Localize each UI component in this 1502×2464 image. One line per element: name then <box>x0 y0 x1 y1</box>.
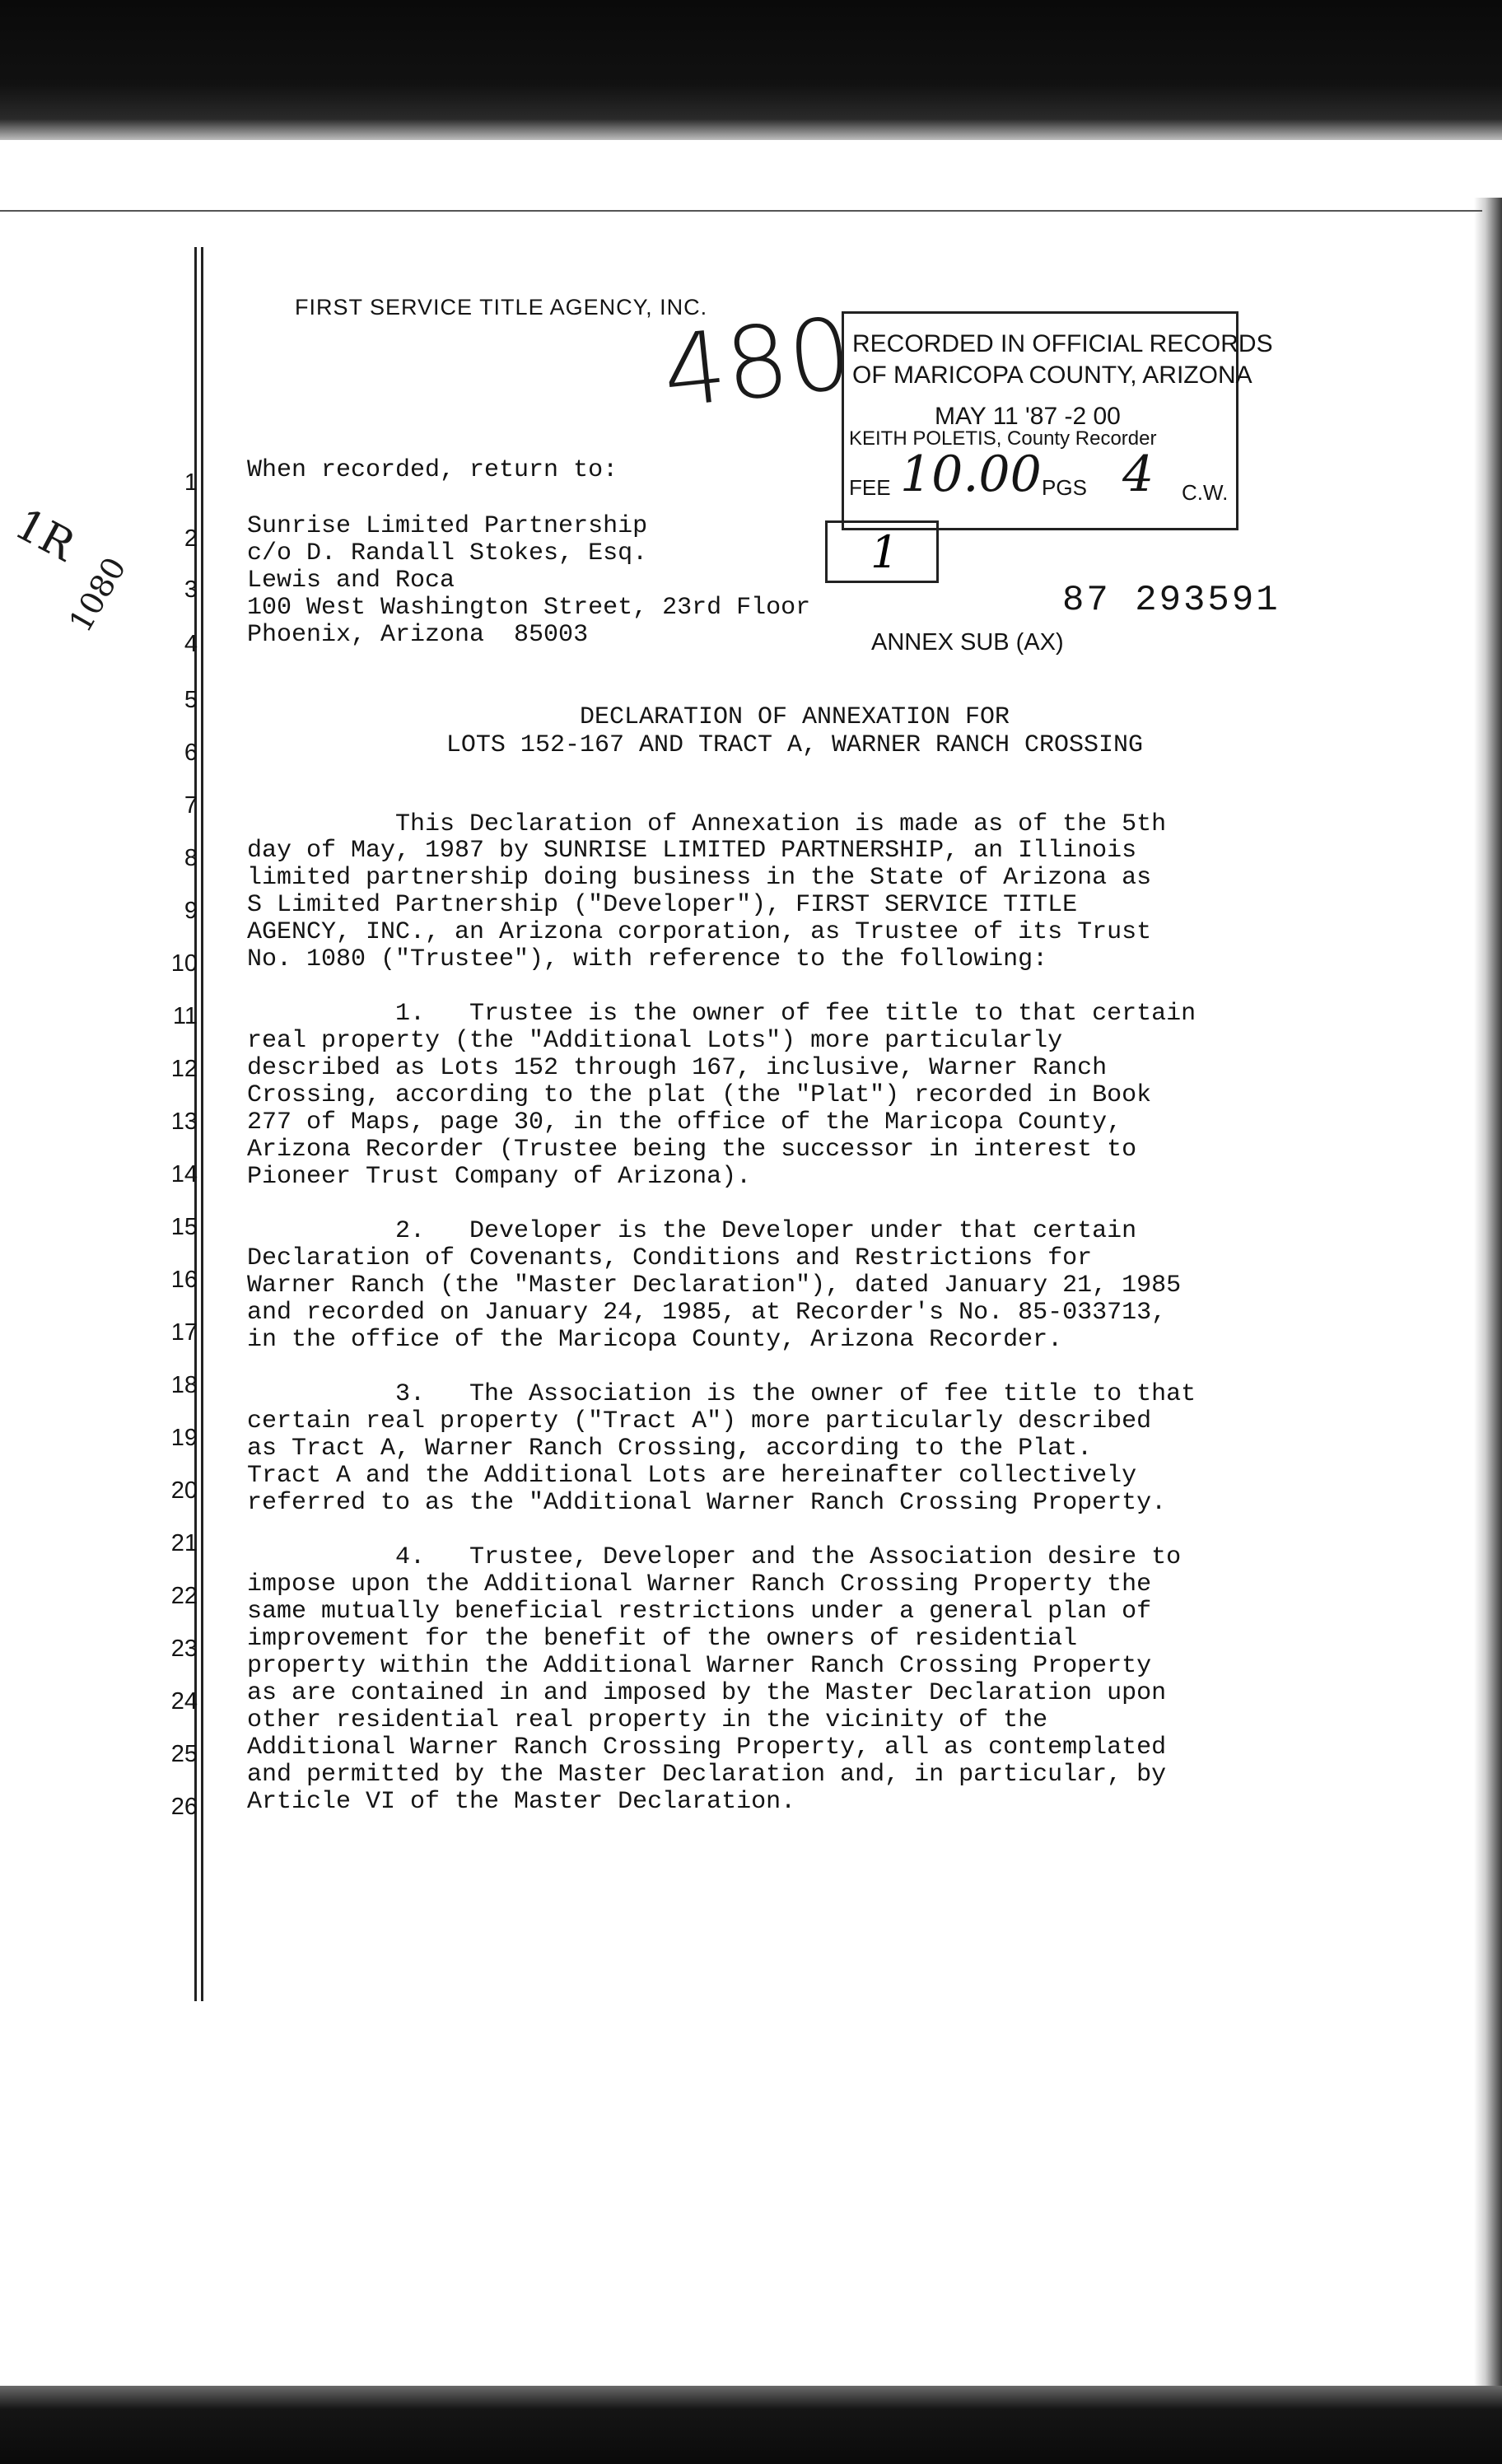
line-number: 17 <box>170 1319 198 1346</box>
line-number: 14 <box>170 1161 198 1188</box>
document-title-line-1: DECLARATION OF ANNEXATION FOR <box>579 703 1010 731</box>
body-line: 3. The Association is the owner of fee title to that <box>247 1380 1196 1408</box>
line-number: 26 <box>170 1794 198 1820</box>
scan-right-border <box>1474 198 1502 2421</box>
stamp-initials: C.W. <box>1182 480 1229 505</box>
body-line: as Tract A, Warner Ranch Crossing, according to the Plat. <box>247 1435 1093 1463</box>
line-number: 3 <box>184 576 198 603</box>
body-line: No. 1080 ("Trustee"), with reference to the following: <box>247 945 1048 973</box>
body-line: 2. Developer is the Developer under that certain <box>247 1217 1137 1245</box>
page-count-box <box>825 520 939 583</box>
return-line: Sunrise Limited Partnership <box>247 512 648 540</box>
line-number: 16 <box>170 1267 198 1293</box>
line-number: 7 <box>184 792 198 819</box>
stamp-date: MAY 11 '87 -2 00 <box>935 403 1121 430</box>
body-line: in the office of the Maricopa County, Arizona Recorder. <box>247 1326 1063 1354</box>
body-line: 4. Trustee, Developer and the Association desire to <box>247 1543 1182 1571</box>
body-line: 277 of Maps, page 30, in the office of the Maricopa County, <box>247 1108 1122 1136</box>
line-number: 6 <box>184 740 198 766</box>
line-number: 20 <box>170 1477 198 1504</box>
line-number: 9 <box>184 898 198 924</box>
body-line: Arizona Recorder (Trustee being the successor in interest to <box>247 1136 1137 1164</box>
stamp-recorder: KEITH POLETIS, County Recorder <box>849 427 1157 450</box>
line-number: 21 <box>170 1530 198 1556</box>
stamp-pgs-label: PGS <box>1042 475 1087 500</box>
stamp-line-1: RECORDED IN OFFICIAL RECORDS <box>852 330 1273 357</box>
document-title-line-2: LOTS 152-167 AND TRACT A, WARNER RANCH CROSSING <box>445 731 1144 759</box>
body-line: other residential real property in the vicinity of the <box>247 1706 1048 1734</box>
line-number: 22 <box>170 1583 198 1609</box>
scan-bottom-border <box>0 2386 1502 2464</box>
return-line: 100 West Washington Street, 23rd Floor <box>247 594 811 622</box>
agency-header: FIRST SERVICE TITLE AGENCY, INC. <box>295 295 708 320</box>
line-number: 13 <box>170 1108 198 1135</box>
body-line: Article VI of the Master Declaration. <box>247 1788 796 1816</box>
line-number: 10 <box>170 950 198 977</box>
annex-label: ANNEX SUB (AX) <box>871 629 1064 656</box>
return-line: Lewis and Roca <box>247 567 455 595</box>
line-number: 18 <box>170 1372 198 1398</box>
stamp-fee-value: 10.00 <box>900 446 1042 503</box>
body-line: Pioneer Trust Company of Arizona). <box>247 1163 752 1191</box>
stamp-pgs-value: 4 <box>1122 446 1154 503</box>
body-line: Warner Ranch (the "Master Declaration"), dated January 21, 1985 <box>247 1272 1182 1300</box>
line-number: 12 <box>170 1056 198 1082</box>
body-line: This Declaration of Annexation is made as of the 5th <box>247 810 1167 838</box>
body-line: as are contained in and imposed by the Master Declaration upon <box>247 1679 1167 1707</box>
body-line: certain real property ("Tract A") more particularly described <box>247 1407 1152 1435</box>
line-number: 19 <box>170 1425 198 1451</box>
body-line: limited partnership doing business in the State of Arizona as <box>247 864 1152 892</box>
body-line: real property (the "Additional Lots") more particularly <box>247 1027 1063 1055</box>
body-line: referred to as the "Additional Warner Ranch Crossing Property. <box>247 1489 1167 1517</box>
line-number: 1 <box>184 469 198 496</box>
stamp-line-2: OF MARICOPA COUNTY, ARIZONA <box>852 362 1252 389</box>
body-line: AGENCY, INC., an Arizona corporation, as Trustee of its Trust <box>247 918 1152 946</box>
body-line: Declaration of Covenants, Conditions and Restrictions for <box>247 1244 1093 1272</box>
line-number: 24 <box>170 1688 198 1715</box>
return-line: Phoenix, Arizona 85003 <box>247 621 589 649</box>
body-line: Additional Warner Ranch Crossing Property, all as contemplated <box>247 1734 1167 1762</box>
line-number: 25 <box>170 1741 198 1767</box>
record-number: 87 293591 <box>1062 580 1280 621</box>
body-line: property within the Additional Warner Ranch Crossing Property <box>247 1652 1152 1680</box>
stamp-fee-label: FEE <box>849 475 891 500</box>
line-number: 11 <box>172 1003 198 1029</box>
handwritten-margin-note-2: 1080 <box>62 551 133 638</box>
handwritten-480: 480 <box>657 296 857 431</box>
body-line: impose upon the Additional Warner Ranch Crossing Property the <box>247 1570 1152 1598</box>
return-line: c/o D. Randall Stokes, Esq. <box>247 539 648 567</box>
body-line: Crossing, according to the plat (the "Plat") recorded in Book <box>247 1081 1152 1109</box>
handwritten-margin-note-1: 1R <box>7 499 83 572</box>
return-line: When recorded, return to: <box>247 456 618 484</box>
body-line: 1. Trustee is the owner of fee title to that certain <box>247 1000 1196 1028</box>
line-number: 5 <box>184 687 198 713</box>
recording-stamp <box>842 311 1273 530</box>
body-line: Tract A and the Additional Lots are hereinafter collectively <box>247 1462 1137 1490</box>
scan-top-border <box>0 0 1502 140</box>
body-line: and recorded on January 24, 1985, at Recorder's No. 85-033713, <box>247 1299 1167 1327</box>
body-line: and permitted by the Master Declaration and, in particular, by <box>247 1761 1167 1789</box>
body-line: S Limited Partnership ("Developer"), FIRST SERVICE TITLE <box>247 891 1078 919</box>
body-line: described as Lots 152 through 167, inclusive, Warner Ranch <box>247 1054 1108 1082</box>
line-number: 15 <box>170 1214 198 1240</box>
paper-edge <box>0 210 1482 212</box>
line-number: 2 <box>184 525 198 552</box>
line-number: 4 <box>184 631 198 657</box>
body-line: same mutually beneficial restrictions under a general plan of <box>247 1598 1152 1626</box>
page-count-value: 1 <box>870 526 899 578</box>
line-number: 23 <box>170 1636 198 1662</box>
body-line: day of May, 1987 by SUNRISE LIMITED PARTNERSHIP, an Illinois <box>247 837 1137 865</box>
gutter-line-right <box>201 247 203 2001</box>
line-number: 8 <box>184 845 198 871</box>
body-line: improvement for the benefit of the owners of residential <box>247 1625 1078 1653</box>
